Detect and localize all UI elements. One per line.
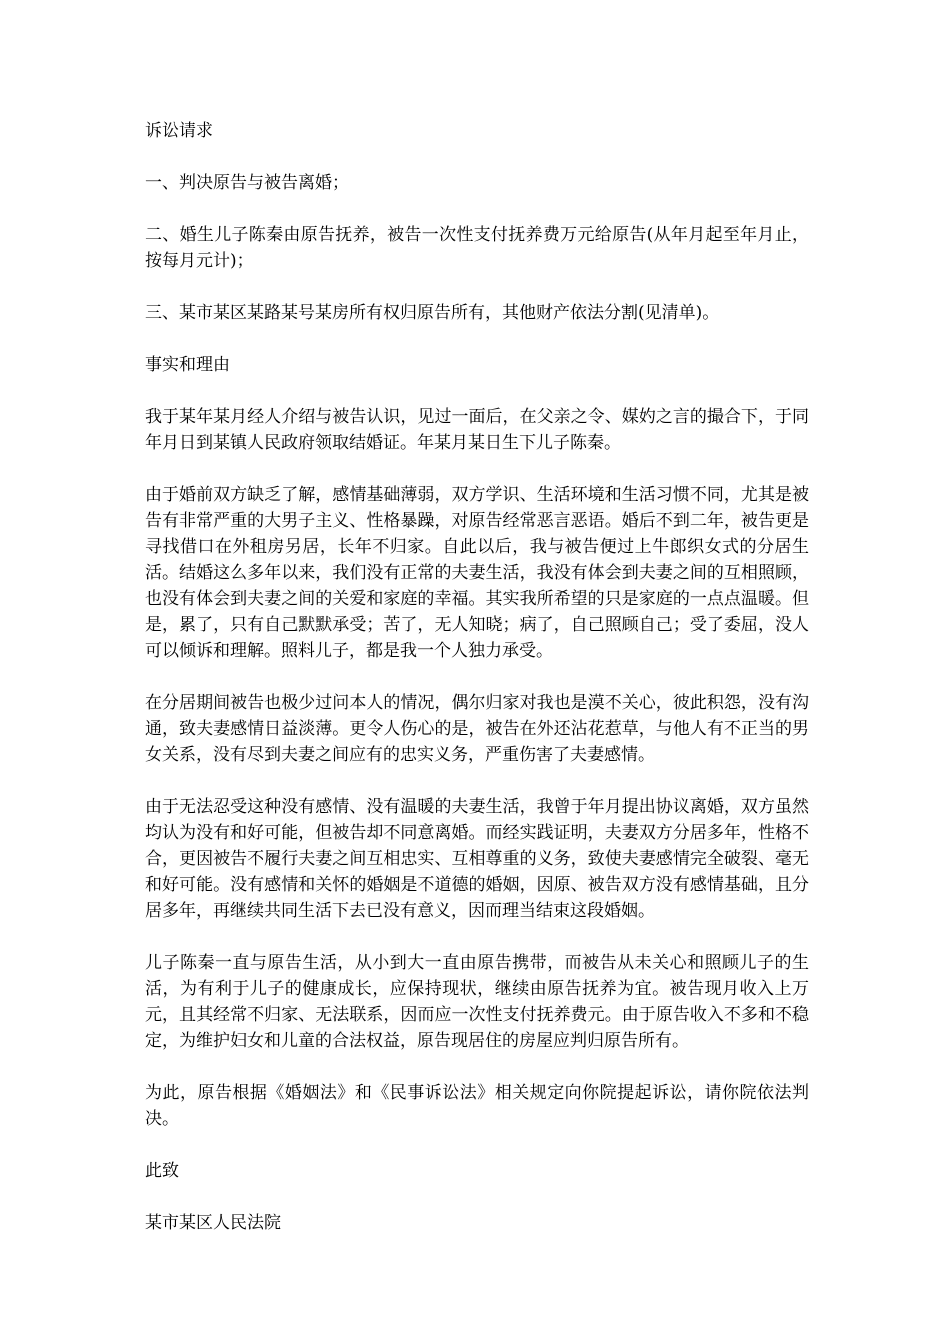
court-addressee: 某市某区人民法院 <box>145 1213 281 1233</box>
facts-paragraph: 在分居期间被告也极少过问本人的情况，偶尔归家对我也是漠不关心，彼此积怨，没有沟通，致夫妻感情日益淡薄。更令人伤心的是，被告在外还沾花惹草，与他人有不正当的男女关系，没有尽到夫妻之间应有的忠实义务，严重伤害了夫妻感情。 <box>145 693 809 765</box>
facts-paragraph: 为此，原告根据《婚姻法》和《民事诉讼法》相关规定向你院提起诉讼，请你院依法判决。 <box>145 1083 809 1129</box>
facts-paragraph: 儿子陈秦一直与原告生活，从小到大一直由原告携带，而被告从未关心和照顾儿子的生活，为有利于儿子的健康成长，应保持现状，继续由原告抚养为宜。被告现月收入上万元，且其经常不归家、无法联系，因而应一次性支付抚养费元。由于原告收入不多和不稳定，为维护妇女和儿童的合法权益，原告现居住的房屋应判归原告所有。 <box>145 953 809 1051</box>
facts-paragraph: 由于无法忍受这种没有感情、没有温暖的夫妻生活，我曾于年月提出协议离婚，双方虽然均认为没有和好可能，但被告却不同意离婚。而经实践证明，夫妻双方分居多年，性格不合，更因被告不履行夫妻之间互相忠实、互相尊重的义务，致使夫妻感情完全破裂、毫无和好可能。没有感情和关怀的婚姻是不道德的婚姻，因原、被告双方没有感情基础，且分居多年，再继续共同生活下去已没有意义，因而理当结束这段婚姻。 <box>145 797 809 921</box>
facts-paragraph: 由于婚前双方缺乏了解，感情基础薄弱，双方学识、生活环境和生活习惯不同，尤其是被告有非常严重的大男子主义、性格暴躁，对原告经常恶言恶语。婚后不到二年，被告更是寻找借口在外租房另居，长年不归家。自此以后，我与被告便过上牛郎织女式的分居生活。结婚这么多年以来，我们没有正常的夫妻生活，我没有体会到夫妻之间的互相照顾，也没有体会到夫妻之间的关爱和家庭的幸福。其实我所希望的只是家庭的一点点温暖。但是，累了，只有自己默默承受；苦了，无人知晓；病了，自己照顾自己；受了委屈，没人可以倾诉和理解。照料儿子，都是我一个人独力承受。 <box>145 485 809 661</box>
document-body <box>145 118 809 1236</box>
closing-line: 此致 <box>145 1161 179 1181</box>
claim-item: 三、某市某区某路某号某房所有权归原告所有，其他财产依法分割(见清单)。 <box>145 303 720 323</box>
heading-facts: 事实和理由 <box>145 355 230 375</box>
claim-item: 一、判决原告与被告离婚； <box>145 173 349 193</box>
facts-paragraph: 我于某年某月经人介绍与被告认识，见过一面后，在父亲之令、媒妁之言的撮合下，于同年月日到某镇人民政府领取结婚证。年某月某日生下儿子陈秦。 <box>145 407 809 453</box>
heading-claims: 诉讼请求 <box>145 121 213 141</box>
claim-item: 二、婚生儿子陈秦由原告抚养，被告一次性支付抚养费万元给原告(从年月起至年月止，按每月元计)； <box>145 225 809 271</box>
